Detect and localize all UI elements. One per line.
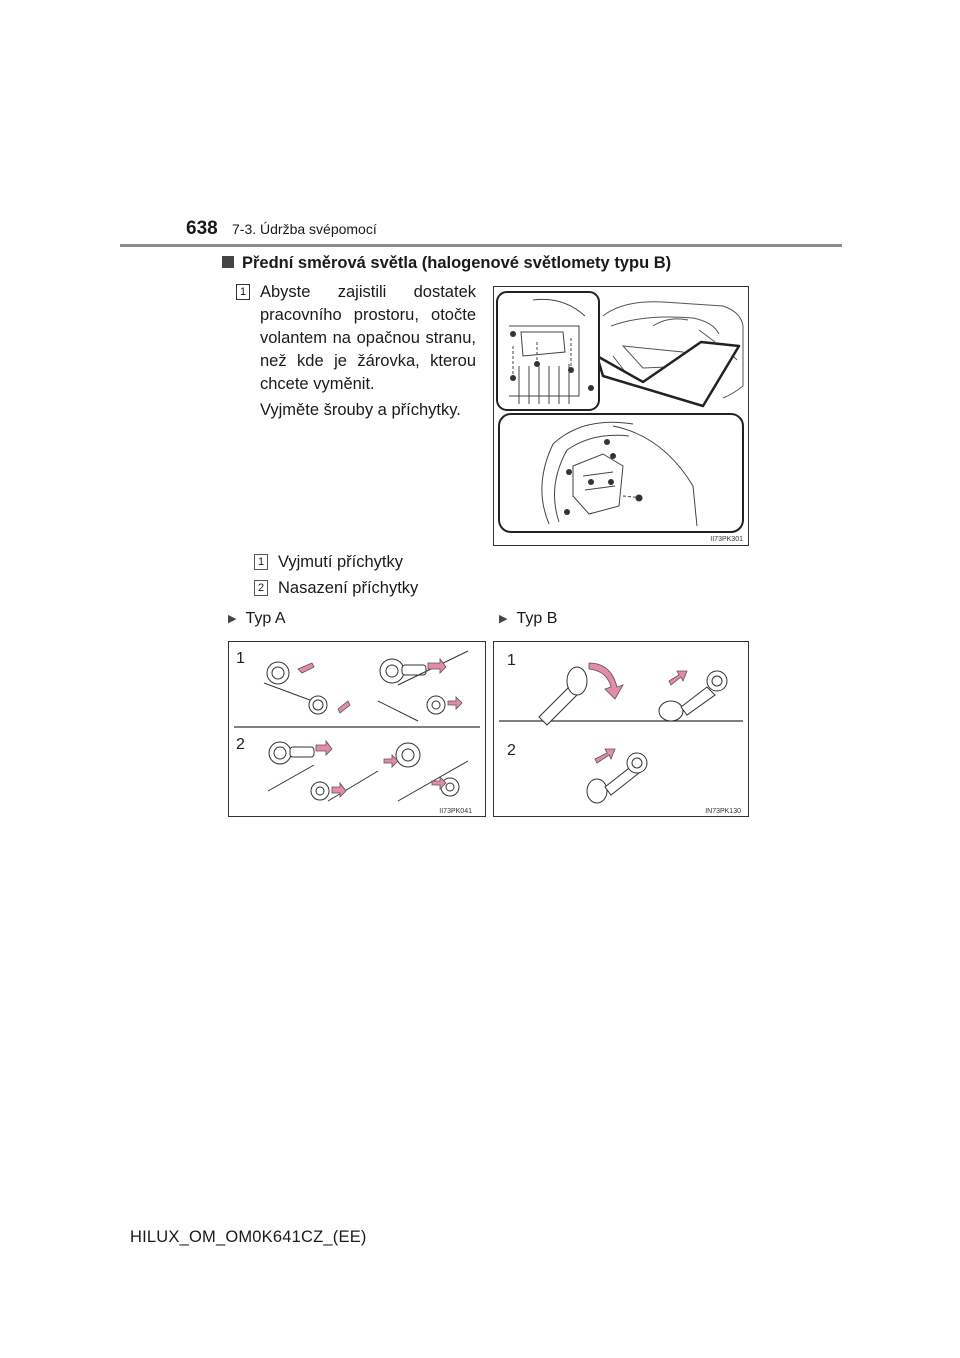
type-a-step-2: 2 <box>236 736 245 753</box>
step-paragraph-2: Vyjměte šrouby a příchytky. <box>260 401 461 419</box>
legend-item-2 <box>254 579 418 598</box>
headlight-removal-figure <box>493 286 749 546</box>
page-number: 638 <box>186 218 218 239</box>
type-a-illustration <box>228 641 486 817</box>
legend-num-2: 2 <box>254 580 268 596</box>
type-a-text: Typ A <box>245 610 286 627</box>
triangle-right-icon: ▶ <box>228 613 237 625</box>
section-title: 7-3. Údržba svépomocí <box>232 221 377 237</box>
type-b-clip-figure <box>493 641 749 817</box>
legend-item-1 <box>254 553 403 572</box>
triangle-right-icon: ▶ <box>499 613 508 625</box>
type-b-figure-code: IN73PK130 <box>705 808 741 815</box>
document-footer: HILUX_OM_OM0K641CZ_(EE) <box>130 1228 367 1246</box>
type-a-clip-figure <box>228 641 486 817</box>
type-b-text: Typ B <box>516 610 558 627</box>
type-b-illustration <box>493 641 749 817</box>
section-heading <box>222 254 671 273</box>
type-a-step-1: 1 <box>236 650 245 667</box>
square-bullet-icon <box>222 256 234 268</box>
type-b-step-2: 2 <box>507 742 516 759</box>
header-divider <box>120 244 842 247</box>
headlight-illustration <box>493 286 749 546</box>
legend-label-1: Vyjmutí příchytky <box>278 553 403 571</box>
type-a-figure-code: II73PK041 <box>439 808 472 815</box>
type-b-step-1: 1 <box>507 652 516 669</box>
legend-label-2: Nasazení příchytky <box>278 579 419 597</box>
type-b-label <box>499 610 557 628</box>
step-number-badge: 1 <box>236 284 250 300</box>
step-paragraph-1: Abyste zajistili dostatek pracovního prostoru, otočte volantem na opačnou stranu, než kde je žárovka, kterou chcete vyměnit. <box>260 283 476 393</box>
type-a-label <box>228 610 286 628</box>
main-figure-code: II73PK301 <box>710 536 743 543</box>
legend-num-1: 1 <box>254 554 268 570</box>
heading-text: Přední směrová světla (halogenové světlomety typu B) <box>242 254 672 272</box>
